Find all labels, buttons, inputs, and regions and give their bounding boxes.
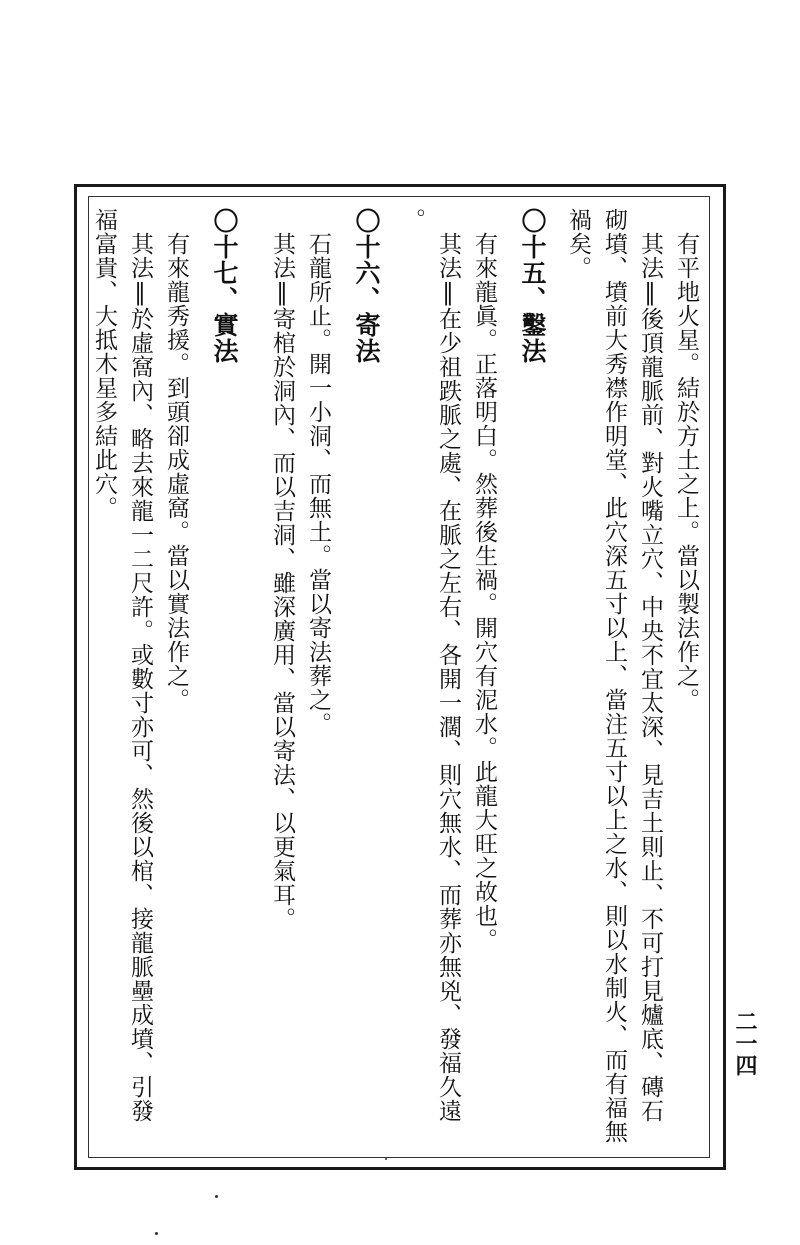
text-column: 。 xyxy=(399,208,425,232)
text-column: 其法‖寄棺於洞內、而以吉洞、雖深廣用、當以寄法、以更氣耳。 xyxy=(269,232,295,931)
section-heading: 〇十六、寄法 xyxy=(352,208,381,364)
section-heading: 〇十七、實法 xyxy=(210,208,239,364)
text-column: 石龍所止。開一小洞、而無土。當以寄法葬之。 xyxy=(305,232,331,736)
scan-speck xyxy=(215,1195,218,1198)
text-column: 其法‖在少祖跌脈之處、在脈之左右、各開一濶、則穴無水、而葬亦無兇、發福久遠 xyxy=(435,232,461,1123)
scan-speck xyxy=(385,1158,387,1160)
text-column: 有來龍眞。正落明白。然葬後生禍。開穴有泥水。此龍大旺之故也。 xyxy=(471,232,497,952)
text-column: 禍矣。 xyxy=(565,208,591,280)
text-column: 有平地火星。結於方土之上。當以製法作之。 xyxy=(673,232,699,712)
text-column: 福富貴、大抵木星多結此穴。 xyxy=(91,208,117,520)
text-column: 其法‖於虛窩內、略去來龍一二尺許。或數寸亦可、然後以棺、接龍脈壘成墳、引發 xyxy=(127,232,153,1123)
text-column: 有來龍秀援。到頭卻成虛窩。當以實法作之。 xyxy=(163,232,189,712)
page-number: 二一四 xyxy=(732,1010,758,1076)
text-column: 其法‖後頂龍脈前、對火嘴立穴、中央不宜太深、見吉土則止、不可打見爐底、磚石 xyxy=(637,232,663,1123)
section-heading: 〇十五、鑿法 xyxy=(518,208,547,364)
text-column: 砌墳、墳前大秀襟作明堂、此穴深五寸以上、當注五寸以上之水、則以水制火、而有福無 xyxy=(601,208,627,1144)
scan-speck xyxy=(155,1232,158,1235)
